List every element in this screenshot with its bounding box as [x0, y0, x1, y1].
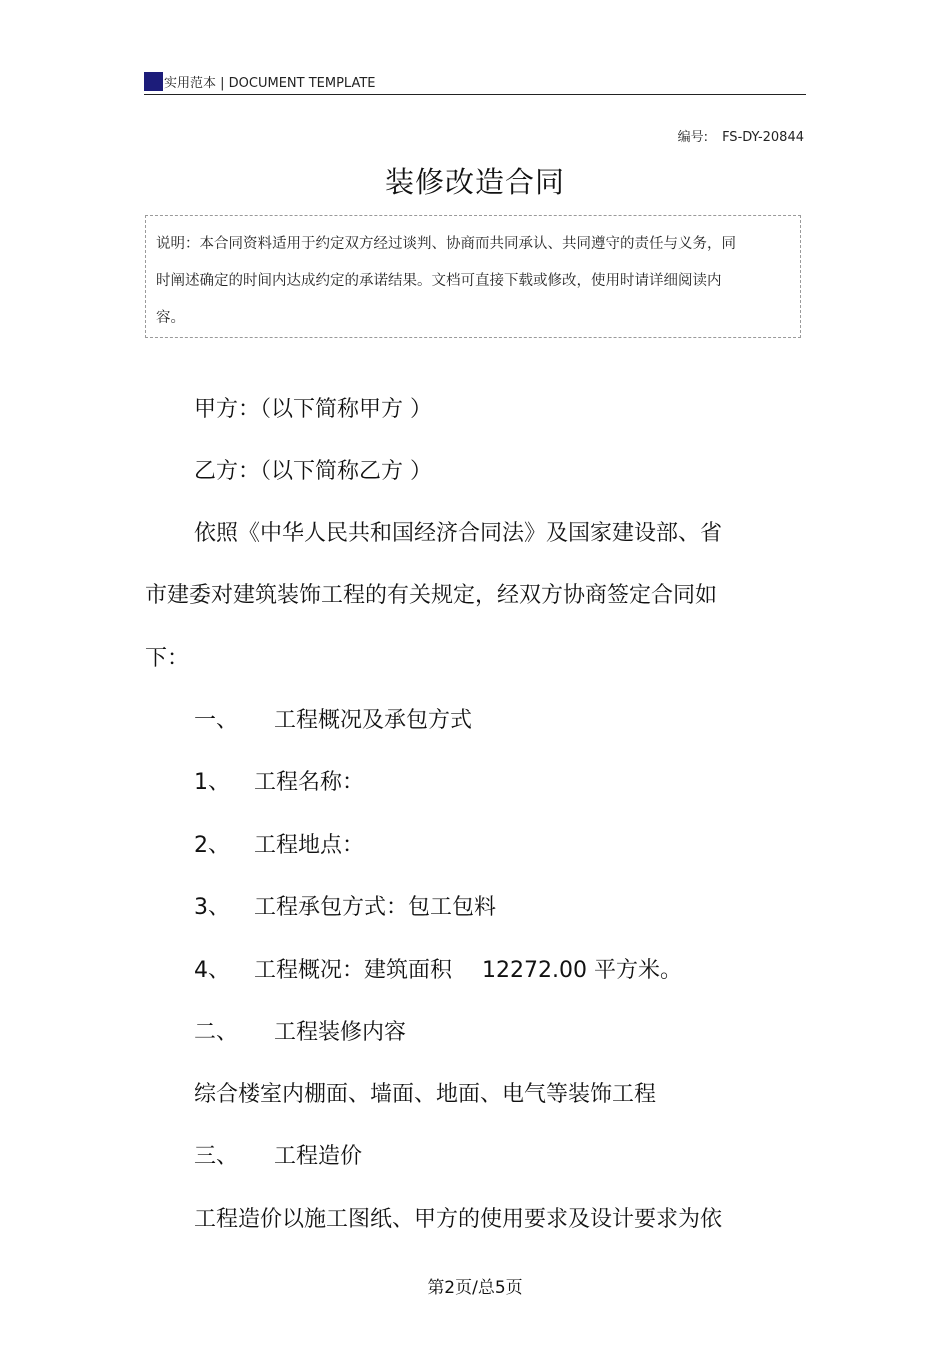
document-number — [678, 126, 804, 145]
item-1 — [194, 765, 364, 796]
item-2 — [194, 828, 364, 859]
page-footer: 第2页/总5页 — [427, 1278, 523, 1298]
header-logo-square — [144, 72, 163, 91]
section-3-title: 工程造价 — [274, 1144, 363, 1169]
item-2-number: 2、 — [194, 833, 230, 858]
item-1-number: 1、 — [194, 770, 230, 795]
document-number-label: 编号: — [677, 130, 709, 145]
section-3-heading — [194, 1139, 362, 1170]
section-1-title: 工程概况及承包方式 — [274, 708, 473, 733]
item-4-unit: 平方米。 — [594, 958, 683, 983]
party-a-line: 甲方：（以下简称甲方 ） — [194, 397, 432, 422]
section-2-title: 工程装修内容 — [274, 1020, 407, 1045]
item-3-number: 3、 — [194, 895, 230, 920]
section-1-heading — [194, 703, 472, 734]
item-4 — [194, 953, 682, 984]
page-header — [144, 68, 806, 95]
intro-line-2: 市建委对建筑装饰工程的有关规定，经双方协商签定合同如 — [145, 583, 718, 608]
section-2-text: 综合楼室内棚面、墙面、地面、电气等装饰工程 — [194, 1082, 657, 1107]
section-1-number: 一、 — [194, 708, 239, 733]
item-4-number: 4、 — [194, 958, 230, 983]
item-3 — [194, 890, 496, 921]
section-2-number: 二、 — [194, 1020, 239, 1045]
section-2-heading — [194, 1015, 406, 1046]
document-title: 装修改造合同 — [384, 165, 565, 199]
section-3-text: 工程造价以施工图纸、甲方的使用要求及设计要求为依 — [194, 1207, 723, 1232]
document-number-value: FS-DY-20844 — [722, 130, 804, 145]
item-4-text: 工程概况：建筑面积 — [254, 958, 453, 983]
note-text: 说明：本合同资料适用于约定双方经过谈判、协商而共同承认、共同遵守的责任与义务，同时阐述确定的时间内达成约定的承诺结果。文档可直接下载或修改，使用时请详细阅读内容。 — [156, 236, 736, 326]
item-1-text: 工程名称： — [254, 770, 365, 795]
item-4-amount: 12272.00 — [482, 958, 587, 983]
intro-line-3: 下： — [145, 646, 190, 671]
section-3-number: 三、 — [194, 1144, 239, 1169]
header-text: 实用范本 | DOCUMENT TEMPLATE — [164, 76, 376, 91]
item-2-text: 工程地点： — [254, 833, 365, 858]
item-3-text: 工程承包方式：包工包料 — [254, 895, 497, 920]
party-b-line: 乙方：（以下简称乙方 ） — [194, 459, 432, 484]
note-box — [145, 215, 801, 338]
intro-line-1: 依照《中华人民共和国经济合同法》及国家建设部、省 — [194, 521, 723, 546]
